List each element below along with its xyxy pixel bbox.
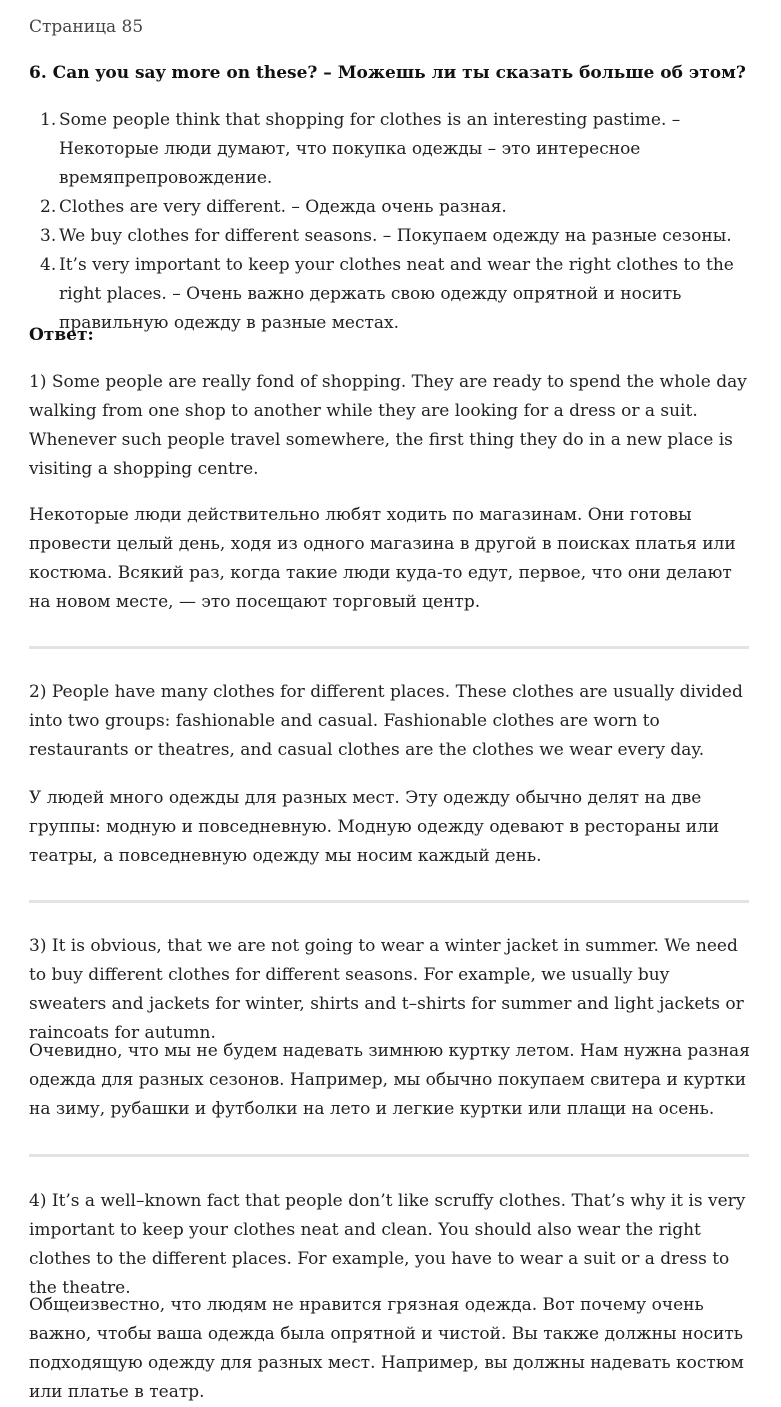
- answer-1-english: 1) Some people are really fond of shopping. They are ready to spend the whole day walking from one shop to another while they are looking for a dress or a suit. Whenever such people travel somewhere, the first thing they do in a new place is visiting a shopping centre.: [29, 372, 747, 479]
- task-number: 2.: [40, 197, 57, 217]
- task-list: [29, 106, 749, 338]
- exercise-title: 6. Can you say more on these? – Можешь ли ты сказать больше об этом?: [29, 63, 746, 83]
- page-number-label: Страница 85: [29, 17, 144, 37]
- answer-3-russian: Очевидно, что мы не будем надевать зимнюю куртку летом. Нам нужна разная одежда для разных сезонов. Например, мы обычно покупаем свитера и куртки на зиму, рубашки и футболки на лето и легкие куртки или плащи на осень.: [29, 1041, 750, 1119]
- answer-2-russian: У людей много одежды для разных мест. Эту одежду обычно делят на две группы: модную и повседневную. Модную одежду одевают в рестораны или театры, а повседневную одежду мы носим каждый день.: [29, 788, 720, 866]
- task-item: [29, 193, 749, 222]
- task-number: 1.: [40, 110, 57, 130]
- answer-3-english: 3) It is obvious, that we are not going to wear a winter jacket in summer. We need to buy different clothes for different seasons. For example, we usually buy sweaters and jackets for winter, shirts and t–shirts for summer and light jackets or raincoats for autumn.: [29, 936, 744, 1043]
- task-text: We buy clothes for different seasons. – Покупаем одежду на разные сезоны.: [59, 226, 732, 246]
- section-divider: [29, 900, 749, 903]
- answer-4-russian: Общеизвестно, что людям не нравится грязная одежда. Вот почему очень важно, чтобы ваша одежда была опрятной и чистой. Вы также должны носить подходящую одежду для разных мест. Например, вы должны надевать костюм или платье в театр.: [29, 1295, 744, 1402]
- task-number: 4.: [40, 255, 57, 275]
- task-number: 3.: [40, 226, 57, 246]
- task-text: It’s very important to keep your clothes neat and wear the right clothes to the right places. – Очень важно держать свою одежду опрятной и носить правильную одежду в разные местах.: [59, 255, 734, 333]
- task-item: [29, 222, 749, 251]
- answer-4-english: 4) It’s a well–known fact that people don’t like scruffy clothes. That’s why it is very important to keep your clothes neat and clean. You should also wear the right clothes to the different places. For example, you have to wear a suit or a dress to the theatre.: [29, 1191, 746, 1298]
- task-text: Some people think that shopping for clothes is an interesting pastime. – Некоторые люди думают, что покупка одежды – это интересное времяпрепровождение.: [59, 110, 681, 188]
- answer-heading: Ответ:: [29, 325, 94, 345]
- section-divider: [29, 1154, 749, 1157]
- task-item: [29, 106, 749, 193]
- section-divider: [29, 646, 749, 649]
- task-text: Clothes are very different. – Одежда очень разная.: [59, 197, 507, 217]
- task-item: [29, 251, 749, 338]
- answer-2-english: 2) People have many clothes for different places. These clothes are usually divided into two groups: fashionable and casual. Fashionable clothes are worn to restaurants or theatres, and casual clothes are the clothes we wear every day.: [29, 682, 743, 760]
- answer-1-russian: Некоторые люди действительно любят ходить по магазинам. Они готовы провести целый день, ходя из одного магазина в другой в поисках платья или костюма. Всякий раз, когда такие люди куда-то едут, первое, что они делают на новом месте, — это посещают торговый центр.: [29, 505, 736, 612]
